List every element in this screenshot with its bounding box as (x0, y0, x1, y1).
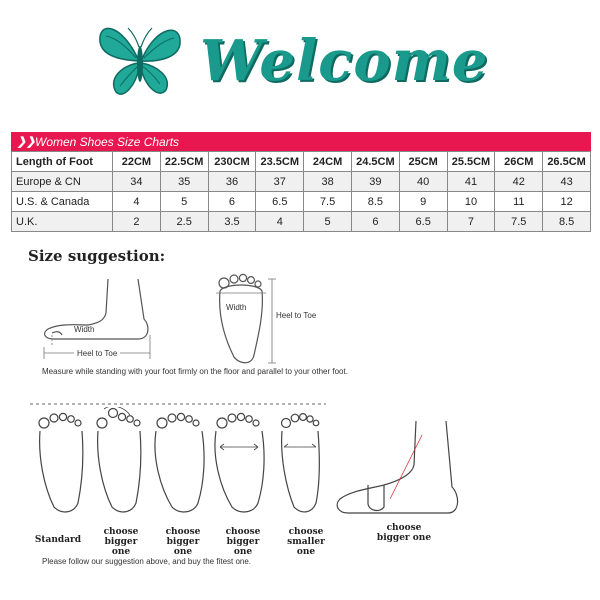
table-cell: 5 (160, 192, 208, 212)
size-chart-title: Women Shoes Size Charts (35, 134, 180, 149)
size-table (11, 151, 591, 232)
header-cell-size: 23.5CM (256, 152, 304, 172)
heel-to-toe-label-top: Heel to Toe (276, 311, 317, 320)
size-suggestion-title: Size suggestion: (28, 247, 166, 265)
table-cell: 8.5 (351, 192, 399, 212)
table-cell: 39 (351, 172, 399, 192)
butterfly-icon (92, 14, 188, 104)
foot-narrow-icon (282, 414, 320, 512)
table-cell: 35 (160, 172, 208, 192)
side-foot-label: choose bigger one (376, 523, 432, 543)
foot-standard-icon (39, 413, 83, 512)
table-row (12, 212, 591, 232)
measure-note: Measure while standing with your foot firmly on the floor and parallel to your other foot. (42, 367, 348, 376)
foot-label-4: choose bigger one (225, 527, 261, 557)
foot-label-5: choose smaller one (287, 527, 325, 557)
header-cell-length: Length of Foot (12, 152, 113, 172)
table-cell: 4 (113, 192, 161, 212)
table-cell: 7.5 (304, 192, 352, 212)
table-cell: 11 (495, 192, 543, 212)
table-cell: 2 (113, 212, 161, 232)
row-label: U.S. & Canada (12, 192, 113, 212)
table-cell: 8.5 (543, 212, 591, 232)
foot-long-toe-icon (97, 407, 141, 512)
welcome-banner (0, 0, 600, 125)
table-row (12, 192, 591, 212)
double-chevron-icon: ❯❯ (17, 136, 36, 148)
header-cell-size: 26.5CM (543, 152, 591, 172)
table-cell: 4 (256, 212, 304, 232)
table-cell: 2.5 (160, 212, 208, 232)
table-cell: 36 (208, 172, 256, 192)
foot-label-3: choose bigger one (165, 527, 201, 557)
table-cell: 40 (399, 172, 447, 192)
welcome-title: Welcome (200, 28, 489, 94)
foot-comparison-row (34, 407, 334, 517)
row-label: Europe & CN (12, 172, 113, 192)
table-cell: 42 (495, 172, 543, 192)
table-cell: 12 (543, 192, 591, 212)
header-cell-size: 26CM (495, 152, 543, 172)
side-foot-shoe-illustration (328, 415, 468, 525)
foot-label-2: choose bigger one (103, 527, 139, 557)
width-label-side: Width (74, 325, 95, 334)
size-chart-title-bar (11, 132, 591, 151)
table-cell: 43 (543, 172, 591, 192)
table-cell: 38 (304, 172, 352, 192)
width-label-top: Width (226, 303, 247, 312)
table-cell: 7 (447, 212, 495, 232)
measurement-diagram (28, 265, 548, 570)
header-cell-size: 24.5CM (351, 152, 399, 172)
size-chart (11, 132, 591, 232)
table-cell: 6.5 (399, 212, 447, 232)
foot-label-standard: Standard (34, 535, 82, 545)
table-cell: 37 (256, 172, 304, 192)
table-cell: 6 (351, 212, 399, 232)
foot-width-arrow-icon (215, 413, 264, 512)
table-cell: 5 (304, 212, 352, 232)
size-table-header-row (12, 152, 591, 172)
table-cell: 6 (208, 192, 256, 212)
heel-to-toe-label-side: Heel to Toe (74, 349, 120, 358)
footer-note: Please follow our suggestion above, and buy the fitest one. (42, 557, 252, 566)
table-cell: 3.5 (208, 212, 256, 232)
table-cell: 41 (447, 172, 495, 192)
header-cell-size: 22CM (113, 152, 161, 172)
table-row (12, 172, 591, 192)
table-cell: 10 (447, 192, 495, 212)
table-cell: 7.5 (495, 212, 543, 232)
header-cell-size: 25CM (399, 152, 447, 172)
table-cell: 34 (113, 172, 161, 192)
table-cell: 9 (399, 192, 447, 212)
header-cell-size: 25.5CM (447, 152, 495, 172)
header-cell-size: 24CM (304, 152, 352, 172)
row-label: U.K. (12, 212, 113, 232)
header-cell-size: 230CM (208, 152, 256, 172)
header-cell-size: 22.5CM (160, 152, 208, 172)
foot-wide-icon (155, 413, 204, 512)
table-cell: 6.5 (256, 192, 304, 212)
